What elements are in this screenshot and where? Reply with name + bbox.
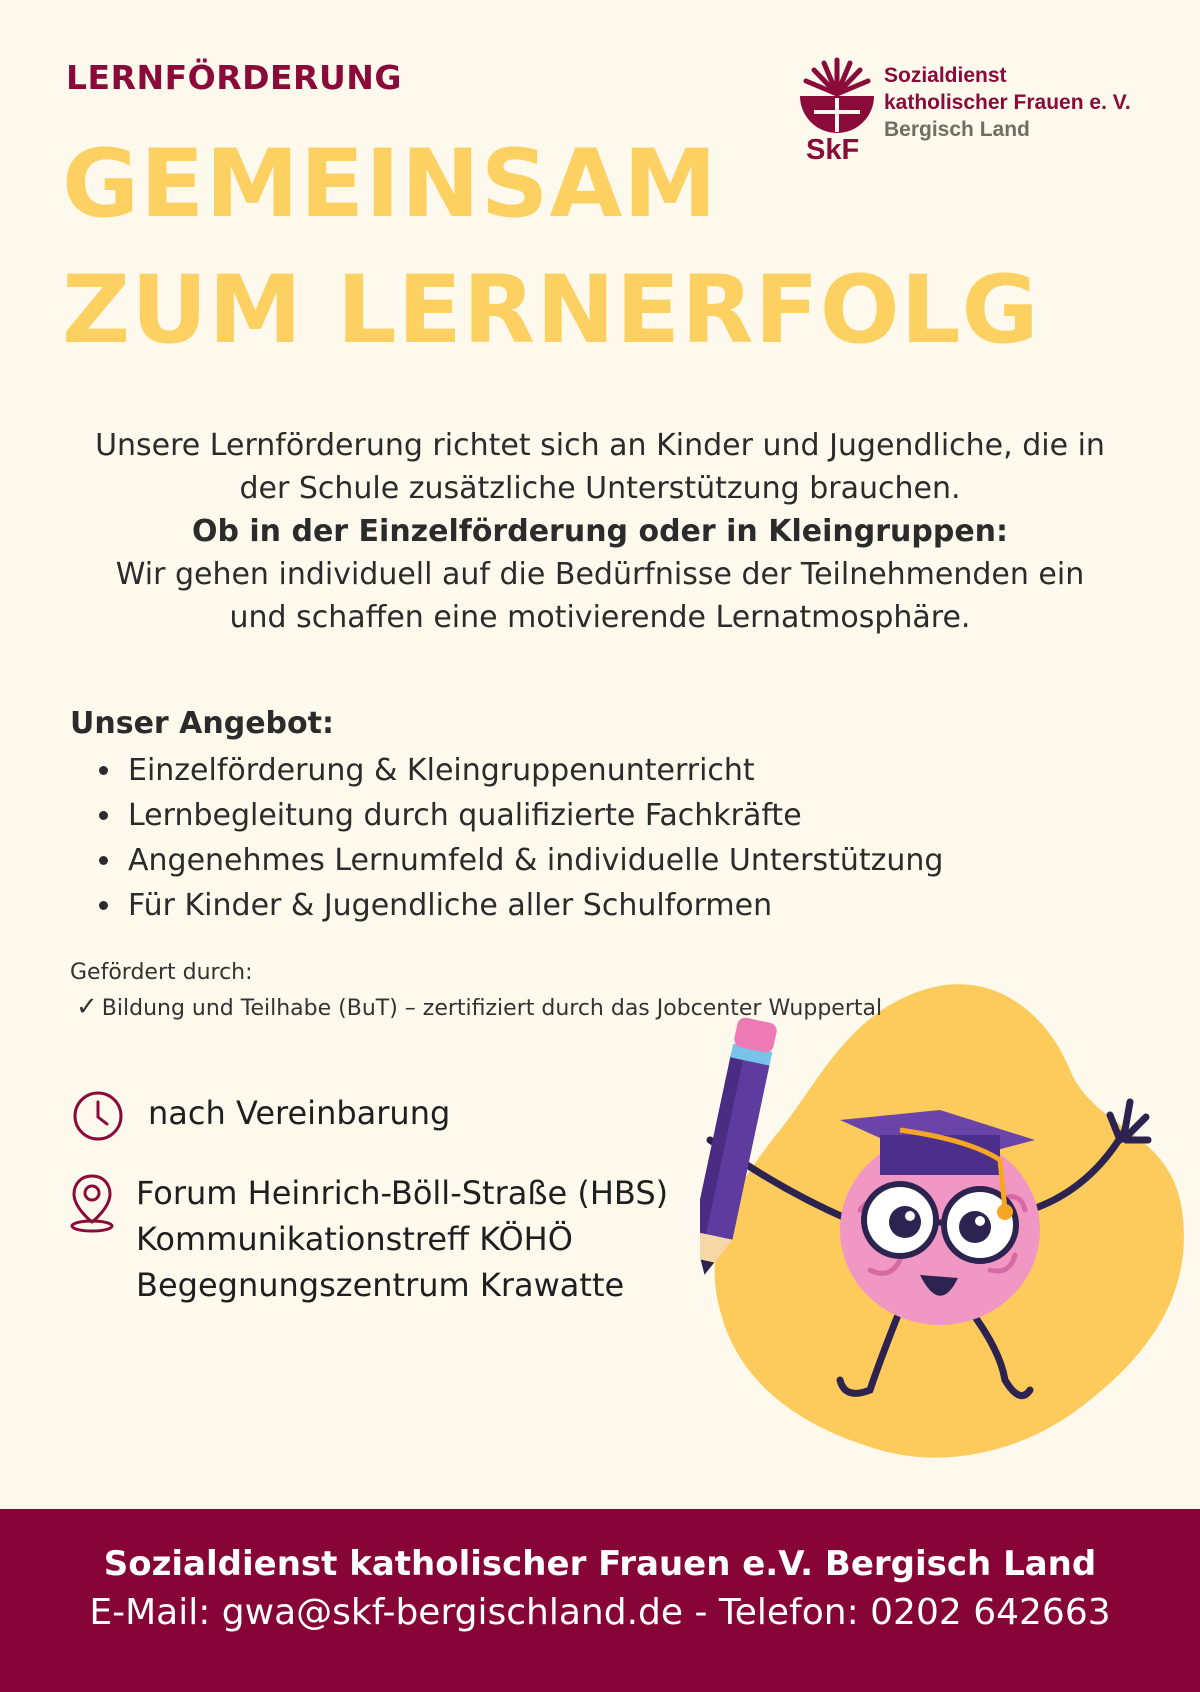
offer-item: • Angenehmes Lernumfeld & individuelle Unterstützung <box>124 838 943 883</box>
intro-line-3: Wir gehen individuell auf die Bedürfnisse der Teilnehmenden ein <box>115 557 1085 592</box>
offer-list <box>90 748 943 928</box>
logo-org-line-3: Bergisch Land <box>884 118 1030 141</box>
location-item: Forum Heinrich-Böll-Straße (HBS) <box>136 1174 669 1212</box>
brain-mascot-illustration <box>700 980 1200 1484</box>
location-pin-icon <box>66 1172 118 1238</box>
location-item: Begegnungszentrum Krawatte <box>136 1266 625 1304</box>
kicker: LERNFÖRDERUNG <box>66 58 402 97</box>
offer-title: Unser Angebot: <box>70 706 334 741</box>
locations-list <box>136 1170 668 1308</box>
location-item: Kommunikationstreff KÖHÖ <box>136 1220 573 1258</box>
offer-item: • Für Kinder & Jugendliche aller Schulformen <box>124 883 943 928</box>
logo-org-line-1: Sozialdienst <box>884 64 1007 87</box>
intro-bold-line: Ob in der Einzelförderung oder in Kleingruppen: <box>191 514 1009 549</box>
intro-line-2: der Schule zusätzliche Unterstützung brauchen. <box>239 471 961 506</box>
intro-line-4: und schaffen eine motivierende Lernatmosphäre. <box>229 600 971 635</box>
time-text: nach Vereinbarung <box>148 1094 451 1132</box>
headline-line-1: GEMEINSAM <box>62 130 718 239</box>
clock-icon <box>72 1090 124 1146</box>
intro-text <box>60 424 1140 639</box>
footer-contact: E-Mail: gwa@skf-bergischland.de - Telefon: 0202 642663 <box>89 1592 1111 1633</box>
logo-abbreviation: SkF <box>806 134 860 166</box>
check-icon: ✓ <box>76 992 98 1022</box>
footer-org-name: Sozialdienst katholischer Frauen e.V. Bergisch Land <box>103 1544 1097 1584</box>
offer-item: • Lernbegleitung durch qualifizierte Fachkräfte <box>124 793 943 838</box>
logo-org-name <box>884 62 1131 143</box>
funded-by-item <box>76 992 882 1022</box>
funded-by-text: Bildung und Teilhabe (BuT) – zertifiziert durch das Jobcenter Wuppertal <box>101 996 883 1021</box>
intro-line-1: Unsere Lernförderung richtet sich an Kinder und Jugendliche, die in <box>95 428 1105 463</box>
logo-org-line-2: katholischer Frauen e. V. <box>884 91 1131 114</box>
skf-logo-emblem <box>794 54 880 144</box>
headline-line-2: ZUM LERNERFOLG <box>62 256 1040 365</box>
offer-item: • Einzelförderung & Kleingruppenunterricht <box>124 748 943 793</box>
funded-by-label: Gefördert durch: <box>70 960 253 985</box>
